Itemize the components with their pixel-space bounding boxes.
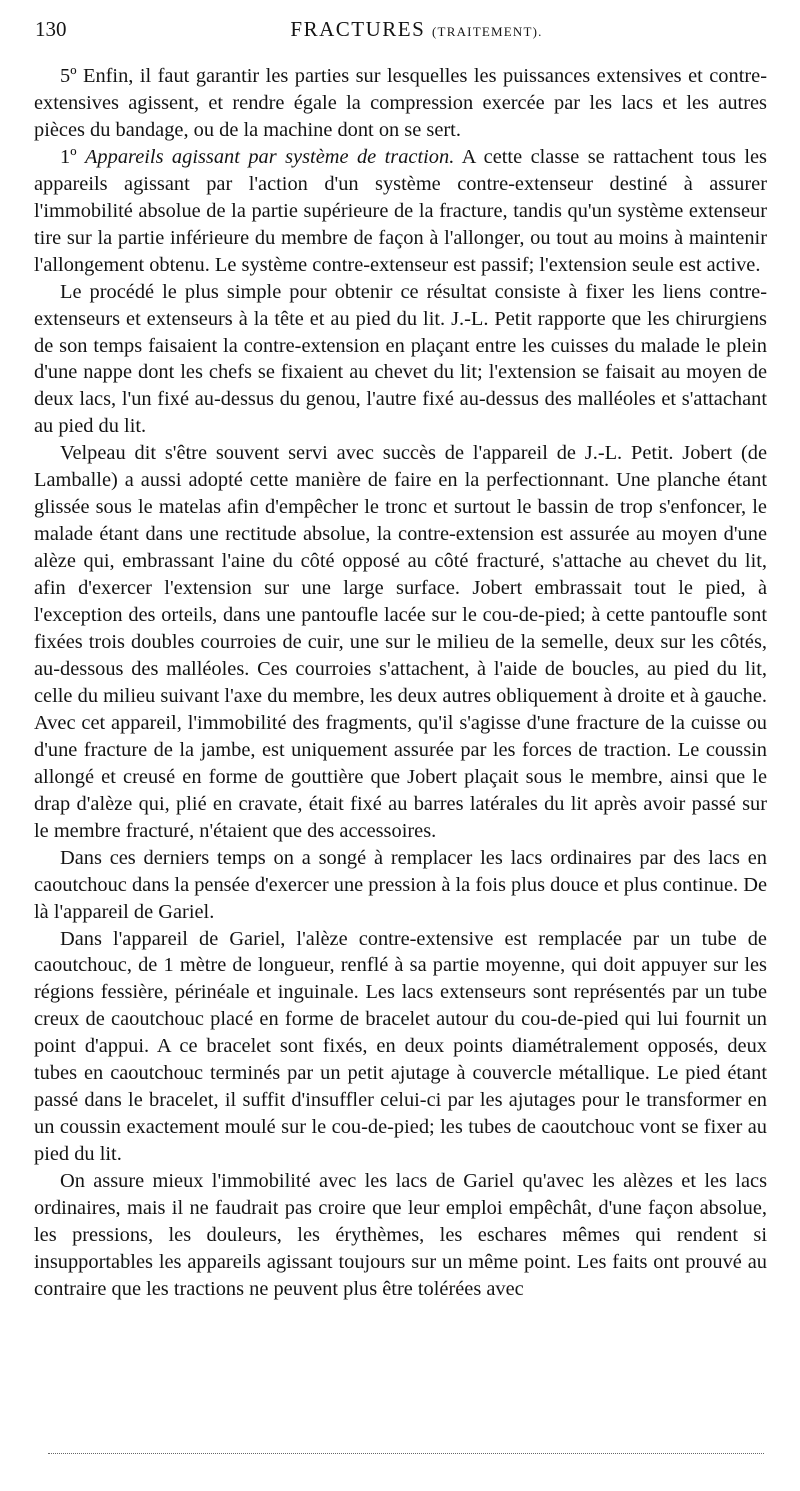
section-intro-text: A cette classe se rattachent tous les appareils agissant par l'action d'un système contre-extenseur destiné à assurer l'immobilité absolue de la partie supérieure de la fracture, tandis qu'un système extenseur tire sur la partie inférieure du membre de façon à l'allonger, ou tout au moins à maintenir l'allongement obtenu. Le système contre-extenseur est passif; l'extension seule est active.	[34, 145, 767, 276]
paragraph-caoutchouc-lacs: Dans ces derniers temps on a songé à remplacer les lacs ordinaires par des lacs en caoutchouc dans la pensée d'exercer une pression à la fois plus douce et plus continue. De là l'appareil de Gariel.	[34, 846, 767, 923]
paragraph-traction-appliances	[34, 144, 767, 279]
paragraph-simple-procedure: Le procédé le plus simple pour obtenir ce résultat consiste à fixer les liens contre-extenseurs et extenseurs à la tête et au pied du lit. J.-L. Petit rapporte que les chirurgiens de son temps faisaient la contre-extension en plaçant entre les cuisses du malade le plein d'une nappe dont les chefs se fixaient au chevet du lit; l'extension se faisait au moyen de deux lacs, l'un fixé au-dessus du genou, l'autre fixé au-dessus des malléoles et s'attachant au pied du lit.	[34, 280, 767, 438]
paragraph-immobility: On assure mieux l'immobilité avec les lacs de Gariel qu'avec les alèzes et les lacs ordinaires, mais il ne faudrait pas croire que leur emploi empêchât, d'une façon absolue, les pressions, les douleurs, les érythèmes, les eschares mêmes qui rendent si insupportables les appareils agissant toujours sur un même point. Les faits ont prouvé au contraire que les tractions ne peuvent plus être tolérées avec	[34, 1170, 767, 1300]
paragraph-gariel-apparatus: Dans l'appareil de Gariel, l'alèze contre-extensive est remplacée par un tube de caoutchouc, de 1 mètre de longueur, renflé à sa partie moyenne, qui doit appuyer sur les régions fessière, périnéale et inguinale. Les lacs extenseurs sont représentés par un tube creux de caoutchouc placé en forme de bracelet autour du cou-de-pied qui lui fournit un point d'appui. A ce bracelet sont fixés, en deux points diamétralement opposés, deux tubes en caoutchouc terminés par un petit ajutage à couvercle métallique. Le pied étant passé dans le bracelet, il suffit d'insuffler celui-ci par les ajutages pour le transformer en un coussin exactement moulé sur le cou-de-pied; les tubes de caoutchouc vont se fixer au pied du lit.	[34, 927, 767, 1166]
body-text	[34, 63, 767, 1303]
section-heading: Appareils agissant par système de traction.	[84, 145, 455, 168]
section-number: 1º	[60, 145, 77, 168]
running-title	[35, 14, 768, 47]
paragraph-velpeau-jobert: Velpeau dit s'être souvent servi avec succès de l'appareil de J.-L. Petit. Jobert (de Lamballe) a aussi adopté cette manière de faire en la perfectionnant. Une planche étant glissée sous le matelas afin d'empêcher le tronc et surtout le bassin de trop s'enfoncer, le malade étant dans une rectitude absolue, la contre-extension est assurée au moyen d'une alèze qui, embrassant l'aine du côté opposé au côté fracturé, s'attache au chevet du lit, afin d'exercer l'extension sur une large surface. Jobert embrassait tout le pied, à l'exception des orteils, dans une pantoufle lacée sur le cou-de-pied; à cette pantoufle sont fixées trois doubles courroies de cuir, une sur le milieu de la semelle, deux sur les côtés, au-dessous des malléoles. Ces courroies s'attachent, à l'aide de boucles, au pied du lit, celle du milieu suivant l'axe du membre, les deux autres obliquement à droite et à gauche. Avec cet appareil, l'immobilité des fragments, qu'il s'agisse d'une fracture de la cuisse ou d'une fracture de la jambe, est uniquement assurée par les forces de traction. Le coussin allongé et creusé en forme de gouttière que Jobert plaçait sous le membre, ainsi que le drap d'alèze qui, plié en cravate, était fixé au barres latérales du lit après avoir passé sur le membre fracturé, n'étaient que des accessoires.	[34, 442, 767, 842]
running-title-main: FRACTURES	[290, 17, 426, 41]
running-head	[35, 14, 768, 44]
footer-dotted-rule	[48, 1453, 764, 1454]
paragraph-5-enfin: 5º Enfin, il faut garantir les parties sur lesquelles les puissances extensives et contre-extensives agissent, et rendre égale la compression exercée par les lacs et les autres pièces du bandage, ou de la machine dont on se sert.	[34, 65, 767, 141]
running-title-subtitle: (TRAITEMENT).	[432, 24, 543, 39]
page-number: 130	[35, 17, 67, 41]
